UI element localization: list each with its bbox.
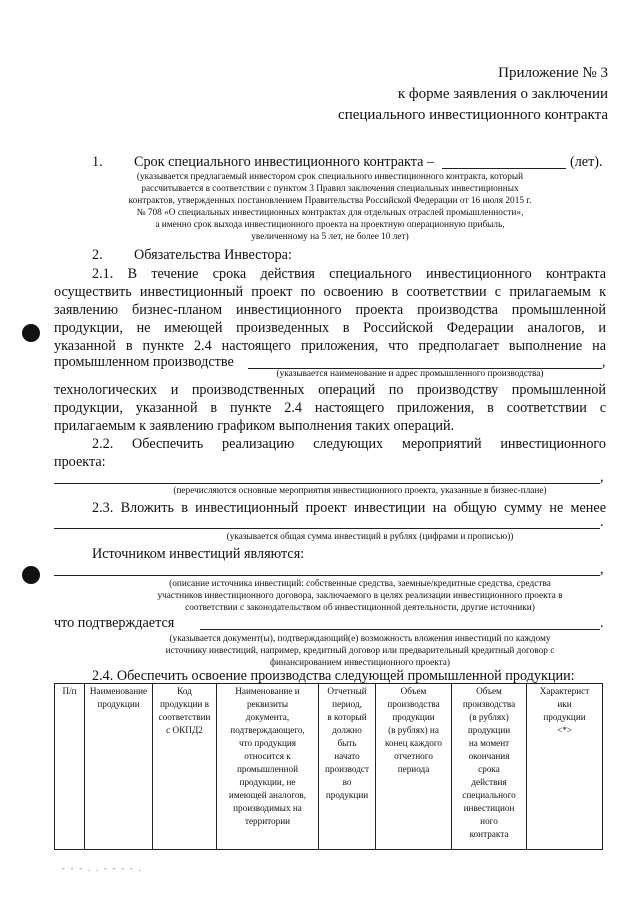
header-document-line: что продукция bbox=[238, 738, 297, 748]
p21-line-4: продукции, не имеющей произведенных в Российской Федерации аналогов, и bbox=[54, 320, 606, 336]
production-table bbox=[54, 683, 603, 850]
p21-line-2: осуществить инвестиционный проект по освоению в соответствии с прилагаемым к bbox=[54, 284, 606, 300]
header-volume-at-end bbox=[452, 684, 527, 850]
header-characteristics-line: <*> bbox=[557, 725, 572, 735]
confirm-note-3: финансированием инвестиционного проекта) bbox=[269, 658, 451, 668]
header-document-line: производимых на bbox=[233, 803, 302, 813]
section1-note-5: а именно срок выхода инвестиционного проекта на проектную операционную прибыль, bbox=[155, 220, 505, 230]
header-volume-end-line: инвестицион bbox=[463, 803, 515, 813]
header-volume-end-line: контракта bbox=[469, 829, 509, 839]
section1-note-6: увеличенному на 5 лет, не более 10 лет) bbox=[251, 232, 409, 242]
header-volume-line: периода bbox=[397, 764, 430, 774]
header-volume-line: продукции bbox=[392, 712, 435, 722]
appendix-number: Приложение № 3 bbox=[498, 65, 608, 81]
header-volume-end-line: срока bbox=[478, 764, 500, 774]
p21-cont-2: продукции, указанной в пункте 2.4 настоящего приложения, в соответствии с bbox=[54, 400, 606, 416]
header-volume-line: производства bbox=[387, 699, 440, 709]
section1-suffix: (лет). bbox=[570, 154, 603, 170]
header-volume-end-line: действия bbox=[471, 777, 507, 787]
header-document-line: имеющей аналогов, bbox=[228, 790, 307, 800]
section1-note-3: контрактов, утвержденных постановлением Правительства Российской Федерации от 16 июля 2015 г. bbox=[128, 196, 532, 206]
header-period-line: продукции bbox=[325, 790, 369, 800]
p21-line-1: 2.1. В течение срока действия специального инвестиционного контракта bbox=[92, 266, 606, 282]
header-reporting-period bbox=[319, 684, 376, 850]
header-period-line: быть bbox=[337, 738, 357, 748]
header-period-line: во bbox=[342, 777, 352, 787]
project-activities-blank bbox=[54, 483, 600, 484]
header-okpd2-line: Код bbox=[177, 686, 192, 696]
header-volume-end-line: ного bbox=[480, 816, 498, 826]
header-volume-end-line: специального bbox=[462, 790, 516, 800]
scan-artifact-marks: - - - . . - - - - . bbox=[62, 864, 143, 873]
header-period-line: Отчетный bbox=[327, 686, 367, 696]
header-document-details bbox=[217, 684, 319, 850]
confirm-blank-suffix: . bbox=[600, 615, 604, 631]
confirmation-docs-blank bbox=[200, 629, 600, 630]
header-period-line: в который bbox=[327, 712, 367, 722]
punch-hole-top bbox=[22, 324, 40, 342]
header-volume-end-line: на момент bbox=[468, 738, 510, 748]
confirm-text: что подтверждается bbox=[54, 615, 175, 631]
p24-title: 2.4. Обеспечить освоение производства следующей промышленной продукции: bbox=[92, 668, 575, 684]
p23-note: (указывается общая сумма инвестиций в рублях (цифрами и прописью)) bbox=[226, 532, 514, 542]
header-product-name-line: продукции bbox=[97, 699, 140, 709]
p23-line-1: 2.3. Вложить в инвестиционный проект инвестиции на общую сумму не менее bbox=[92, 500, 606, 516]
p22-line-2: проекта: bbox=[54, 454, 106, 470]
header-product-name-line: Наименование bbox=[89, 686, 148, 696]
table-header-row bbox=[55, 684, 603, 850]
investment-amount-blank bbox=[54, 528, 600, 529]
investment-sources-blank bbox=[54, 575, 600, 576]
p22-note: (перечисляются основные мероприятия инвестиционного проекта, указанные в бизнес-плане) bbox=[173, 486, 547, 496]
confirm-note-2: источнику инвестиций, например, кредитный договор или предварительный кредитный договор с bbox=[165, 646, 555, 656]
header-volume-end-line: (в рублях) bbox=[469, 712, 509, 722]
header-period-line: должно bbox=[332, 725, 362, 735]
p21-line-5: указанной в пункте 2.4 настоящего приложения, что предполагает выполнение на bbox=[54, 338, 606, 354]
section2-title: Обязательства Инвестора: bbox=[134, 247, 292, 263]
p21-line-3: заявлению бизнес-планом инвестиционного проекта производства промышленной bbox=[54, 302, 606, 318]
header-characteristics-line: ики bbox=[557, 699, 572, 709]
header-okpd2-line: продукции в bbox=[160, 699, 209, 709]
header-characteristics-line: Характерист bbox=[539, 686, 590, 696]
header-document-line: промышленной bbox=[237, 764, 298, 774]
p21-line-6-suffix: , bbox=[602, 354, 606, 370]
section2-number: 2. bbox=[92, 247, 103, 263]
header-index bbox=[55, 684, 85, 850]
section1-note-1: (указывается предлагаемый инвестором срок специального инвестиционного контракта, который bbox=[136, 172, 524, 182]
header-volume-end-line: окончания bbox=[468, 751, 510, 761]
p21-cont-3: прилагаемым к заявлению графиком выполнения таких операций. bbox=[54, 418, 455, 434]
header-okpd2-line: с ОКПД2 bbox=[166, 725, 203, 735]
confirm-note-1: (указывается документ(ы), подтверждающий(е) возможность вложения инвестиций по каждому bbox=[169, 634, 551, 644]
p21-note: (указывается наименование и адрес промышленного производства) bbox=[276, 369, 544, 379]
p21-cont-1: технологических и производственных операций по производству промышленной bbox=[54, 382, 606, 398]
header-volume-line: конец каждого bbox=[385, 738, 442, 748]
header-document-line: территории bbox=[244, 816, 291, 826]
sources-title: Источником инвестиций являются: bbox=[92, 546, 305, 562]
p21-line-6: промышленном производстве bbox=[54, 354, 234, 370]
header-period-line: период, bbox=[332, 699, 362, 709]
header-product-name bbox=[85, 684, 153, 850]
section1-number: 1. bbox=[92, 154, 103, 170]
punch-hole-bottom bbox=[22, 566, 40, 584]
p22-blank-suffix: , bbox=[600, 469, 604, 485]
appendix-subtitle-line2: специального инвестиционного контракта bbox=[338, 107, 608, 123]
header-volume-line: (в рублях) на bbox=[388, 725, 439, 735]
header-document-line: относится к bbox=[244, 751, 291, 761]
contract-term-blank bbox=[442, 168, 566, 169]
header-characteristics-line: продукции bbox=[543, 712, 586, 722]
header-document-line: документа, bbox=[245, 712, 290, 722]
sources-note-1: (описание источника инвестиций: собственные средства, заемные/кредитные средства, средства bbox=[169, 579, 551, 589]
section1-text: Срок специального инвестиционного контракта – bbox=[134, 154, 435, 170]
header-okpd2-line: соответствии bbox=[158, 712, 211, 722]
header-document-line: реквизиты bbox=[246, 699, 289, 709]
header-volume-line: отчетного bbox=[394, 751, 433, 761]
header-characteristics bbox=[527, 684, 603, 850]
header-volume-line: Объем bbox=[400, 686, 427, 696]
sources-blank-suffix: , bbox=[600, 561, 604, 577]
header-document-line: подтверждающего, bbox=[230, 725, 305, 735]
header-index-line: П/п bbox=[62, 686, 77, 696]
header-volume-end-line: Объем bbox=[476, 686, 502, 696]
header-volume-end-line: продукции bbox=[467, 725, 511, 735]
section1-note-4: № 708 «О специальных инвестиционных контрактах для отдельных отраслей промышленности», bbox=[136, 208, 524, 218]
section1-note-2: рассчитывается в соответствии с пунктом 3 Правил заключения специальных инвестиционных bbox=[141, 184, 519, 194]
appendix-subtitle-line1: к форме заявления о заключении bbox=[397, 86, 608, 102]
p23-blank-suffix: . bbox=[600, 514, 604, 530]
header-volume-end-line: производства bbox=[462, 699, 516, 709]
header-period-line: производст bbox=[324, 764, 370, 774]
header-document-line: Наименование и bbox=[235, 686, 300, 696]
header-volume-per-period bbox=[376, 684, 452, 850]
sources-note-3: соответствии с законодательством об инвестиционной деятельности, другие источники) bbox=[185, 603, 535, 613]
header-document-line: продукции, не bbox=[239, 777, 296, 787]
header-okpd2-code bbox=[153, 684, 217, 850]
sources-note-2: участников инвестиционного договора, заключаемого в целях реализации инвестиционного проекта в bbox=[157, 591, 563, 601]
header-period-line: начато bbox=[334, 751, 360, 761]
p22-line-1: 2.2. Обеспечить реализацию следующих мероприятий инвестиционного bbox=[92, 436, 606, 452]
